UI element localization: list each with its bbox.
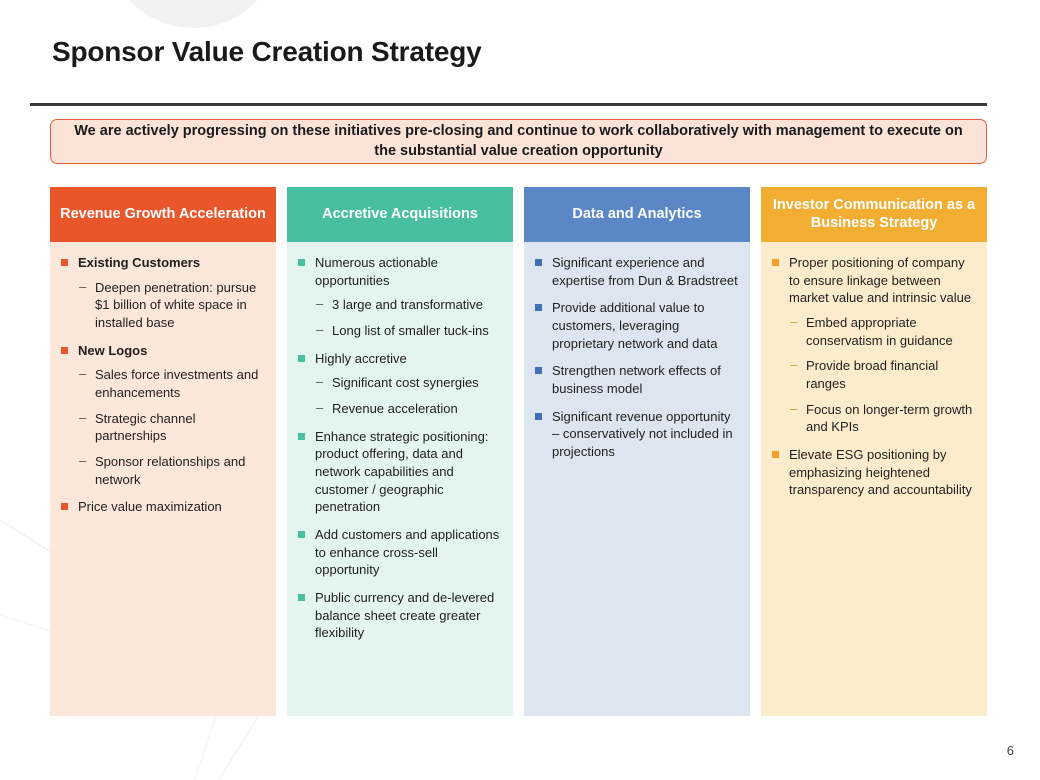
list-item	[769, 446, 977, 499]
sub-bullet-list	[315, 374, 503, 417]
square-bullet-icon	[535, 367, 542, 374]
sub-list-item	[315, 322, 503, 340]
list-item-label: Proper positioning of company to ensure linkage between market value and intrinsic value	[789, 255, 972, 306]
dash-bullet-icon: –	[316, 400, 324, 416]
sub-bullet-list	[78, 279, 266, 332]
square-bullet-icon	[298, 259, 305, 266]
bullet-list	[769, 254, 977, 499]
square-bullet-icon	[772, 259, 779, 266]
decorative-shape-top	[106, 0, 281, 28]
sub-list-item	[315, 400, 503, 418]
callout-banner	[50, 119, 987, 164]
column-header: Data and Analytics	[524, 187, 750, 242]
column-header: Accretive Acquisitions	[287, 187, 513, 242]
sub-list-item	[789, 357, 977, 392]
list-item	[295, 350, 503, 418]
strategy-column	[761, 187, 987, 716]
callout-text: We are actively progressing on these initiatives pre-closing and continue to work collaboratively with management to execute on the substantial value creation opportunity	[74, 123, 963, 159]
dash-bullet-icon: –	[79, 409, 87, 425]
sub-list-item-label: Deepen penetration: pursue $1 billion of white space in installed base	[95, 279, 257, 331]
dash-bullet-icon: –	[316, 374, 324, 390]
square-bullet-icon	[61, 347, 68, 354]
sub-list-item	[78, 279, 266, 332]
list-item	[58, 342, 266, 489]
sub-list-item-label: Sponsor relationships and network	[95, 454, 246, 487]
sub-bullet-list	[315, 296, 503, 339]
page-title: Sponsor Value Creation Strategy	[52, 36, 482, 67]
column-header: Revenue Growth Acceleration	[50, 187, 276, 242]
list-item	[532, 362, 740, 397]
list-item	[58, 498, 266, 516]
column-body	[761, 242, 987, 716]
list-item-label: Public currency and de-levered balance sheet create greater flexibility	[315, 590, 495, 641]
sub-list-item	[315, 296, 503, 314]
sub-list-item-label: Revenue acceleration	[332, 401, 458, 417]
list-item	[295, 428, 503, 516]
dash-bullet-icon: –	[790, 400, 798, 416]
column-body	[287, 242, 513, 716]
list-item	[295, 589, 503, 642]
strategy-column	[524, 187, 750, 716]
bullet-list	[58, 254, 266, 516]
dash-bullet-icon: –	[79, 453, 87, 469]
dash-bullet-icon: –	[316, 296, 324, 312]
sub-list-item-label: Provide broad financial ranges	[806, 358, 939, 392]
square-bullet-icon	[772, 451, 779, 458]
sub-list-item	[789, 314, 977, 349]
list-item	[295, 526, 503, 579]
list-item	[532, 299, 740, 352]
list-item	[769, 254, 977, 436]
bullet-list	[532, 254, 740, 461]
list-item-label: Provide additional value to customers, leveraging proprietary network and data	[552, 300, 718, 351]
square-bullet-icon	[298, 594, 305, 601]
column-body	[50, 242, 276, 716]
list-item-label: Existing Customers	[78, 255, 201, 270]
sub-list-item	[78, 453, 266, 488]
list-item	[532, 408, 740, 461]
sub-list-item	[78, 410, 266, 445]
square-bullet-icon	[61, 259, 68, 266]
list-item-label: Elevate ESG positioning by emphasizing heightened transparency and accountability	[789, 447, 972, 498]
dash-bullet-icon: –	[316, 322, 324, 338]
strategy-column	[287, 187, 513, 716]
sub-list-item-label: Sales force investments and enhancements	[95, 367, 259, 401]
sub-bullet-list	[78, 366, 266, 488]
sub-list-item-label: Embed appropriate conservatism in guidance	[806, 315, 953, 348]
sub-list-item	[315, 374, 503, 392]
sub-list-item-label: Significant cost synergies	[332, 375, 479, 391]
dash-bullet-icon: –	[79, 366, 87, 382]
list-item-label: Price value maximization	[78, 499, 222, 515]
column-header: Investor Communication as a Business Strategy	[761, 187, 987, 242]
column-body	[524, 242, 750, 716]
dash-bullet-icon: –	[79, 278, 87, 294]
list-item	[58, 254, 266, 332]
dash-bullet-icon: –	[790, 314, 798, 330]
list-item-label: Enhance strategic positioning: product offering, data and network capabilities and customer / geographic penetration	[315, 428, 489, 515]
sub-list-item	[789, 401, 977, 436]
sub-list-item	[78, 366, 266, 401]
square-bullet-icon	[535, 304, 542, 311]
list-item	[532, 254, 740, 289]
dash-bullet-icon: –	[790, 357, 798, 373]
list-item-label: Significant experience and expertise from Dun & Bradstreet	[552, 255, 738, 288]
square-bullet-icon	[61, 503, 68, 510]
list-item-label: New Logos	[78, 342, 148, 358]
list-item-label: Highly accretive	[315, 350, 407, 366]
sub-list-item-label: Long list of smaller tuck-ins	[332, 323, 489, 339]
sub-bullet-list	[789, 314, 977, 436]
list-item-label: Strengthen network effects of business model	[552, 363, 721, 397]
square-bullet-icon	[535, 413, 542, 420]
list-item	[295, 254, 503, 340]
title-divider	[30, 103, 987, 106]
square-bullet-icon	[535, 259, 542, 266]
square-bullet-icon	[298, 355, 305, 362]
list-item-label: Numerous actionable opportunities	[315, 255, 438, 288]
square-bullet-icon	[298, 531, 305, 538]
strategy-columns	[50, 187, 987, 716]
square-bullet-icon	[298, 433, 305, 440]
sub-list-item-label: Strategic channel partnerships	[95, 410, 196, 444]
bullet-list	[295, 254, 503, 642]
sub-list-item-label: 3 large and transformative	[332, 297, 484, 313]
list-item-label: Significant revenue opportunity – conservatively not included in projections	[552, 408, 733, 460]
sub-list-item-label: Focus on longer-term growth and KPIs	[806, 401, 973, 435]
page-number: 6	[1006, 743, 1014, 758]
list-item-label: Add customers and applications to enhance cross-sell opportunity	[315, 527, 500, 578]
strategy-column	[50, 187, 276, 716]
